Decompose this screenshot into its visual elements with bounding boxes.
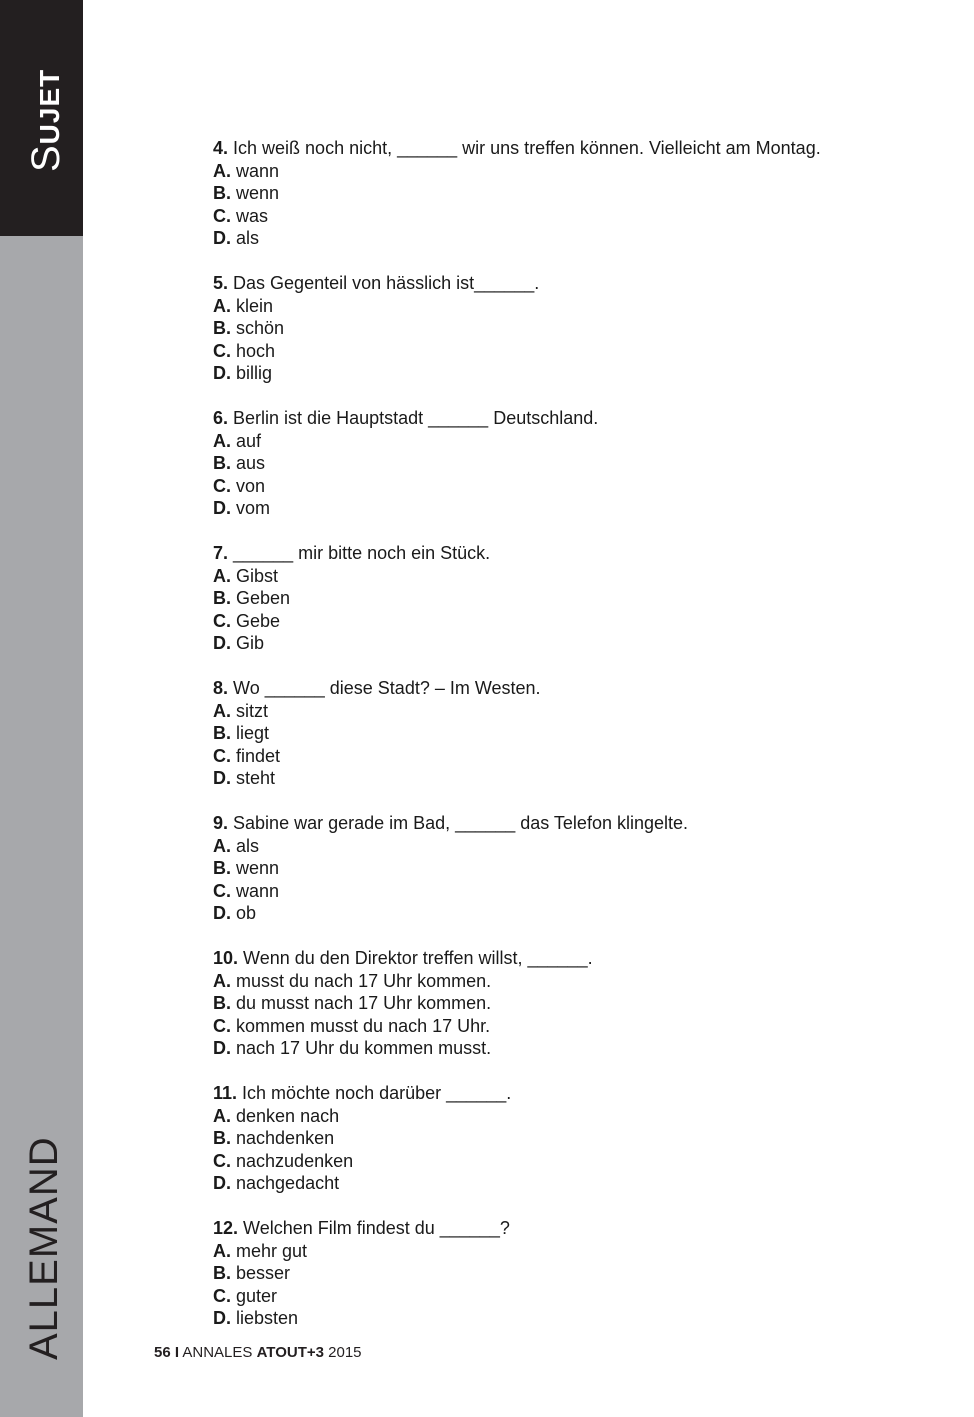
option-text: wann [236,880,280,901]
option-letter: D. [213,633,231,653]
option-text: wenn [236,183,280,203]
question-text: Ich möchte noch darüber ______. [242,1083,512,1103]
answer-option [213,475,933,498]
option-letter: D. [213,498,231,518]
answer-option [213,1105,933,1128]
option-text: nach 17 Uhr du kommen musst. [236,1038,492,1058]
option-letter: D. [213,228,231,248]
question-number: 12. [213,1218,239,1238]
option-text: mehr gut [236,1240,308,1261]
option-text: guter [236,1285,278,1306]
answer-option [213,1262,933,1285]
option-text: sitzt [236,700,269,721]
question-item [213,947,933,1060]
answer-option [213,1240,933,1263]
question-number: 10. [213,948,239,968]
question-text: Berlin ist die Hauptstadt ______ Deutschland. [233,408,599,428]
question-text: Das Gegenteil von hässlich ist______. [233,273,540,293]
option-letter: A. [213,565,231,586]
question-stem [213,947,933,970]
answer-option [213,857,933,880]
section-label-rest: UJET [34,68,65,145]
question-number: 9. [213,813,229,833]
question-text: Wo ______ diese Stadt? – Im Westen. [233,678,541,698]
option-text: klein [236,295,274,316]
option-letter: C. [213,1285,231,1306]
option-letter: D. [213,768,231,788]
option-text: hoch [236,340,276,361]
option-letter: C. [213,880,231,901]
question-item [213,812,933,925]
footer-separator: I [174,1344,180,1361]
option-letter: A. [213,970,231,991]
question-item [213,272,933,385]
question-item [213,137,933,250]
answer-option [213,205,933,228]
option-text: was [236,205,269,226]
footer-brand: ATOUT+3 [256,1344,324,1361]
option-text: von [236,475,266,496]
option-letter: C. [213,205,231,226]
option-text: besser [236,1263,291,1283]
answer-option [213,970,933,993]
option-text: nachdenken [236,1128,335,1148]
question-stem [213,1217,933,1240]
answer-option [213,452,933,475]
page-footer [154,1344,362,1362]
question-text: Sabine war gerade im Bad, ______ das Telefon klingelte. [233,813,689,833]
subject-label: ALLEMAND [22,1136,66,1360]
question-text: Ich weiß noch nicht, ______ wir uns treffen können. Vielleicht am Montag. [233,138,821,158]
question-number: 5. [213,273,229,293]
answer-option [213,992,933,1015]
option-letter: B. [213,1128,231,1148]
answer-option [213,317,933,340]
option-text: steht [236,768,276,788]
footer-annales: ANNALES [182,1344,253,1361]
option-text: findet [236,745,281,766]
option-letter: C. [213,1015,231,1036]
question-text: Wenn du den Direktor treffen willst, ______. [243,948,593,968]
option-letter: B. [213,993,231,1013]
option-letter: A. [213,430,231,451]
answer-option [213,587,933,610]
section-label-initial: S [24,144,68,172]
answer-option [213,700,933,723]
option-text: billig [236,363,273,383]
question-number: 11. [213,1083,238,1103]
option-letter: A. [213,1240,231,1261]
option-letter: B. [213,723,231,743]
option-letter: C. [213,340,231,361]
answer-option [213,880,933,903]
option-text: vom [236,498,271,518]
option-letter: B. [213,183,231,203]
question-stem [213,677,933,700]
question-item [213,407,933,520]
option-text: wann [236,160,280,181]
footer-year: 2015 [328,1344,362,1361]
section-label [24,69,69,172]
answer-option [213,227,933,250]
question-item [213,542,933,655]
option-text: als [236,835,260,856]
option-text: auf [236,430,262,451]
question-text: ______ mir bitte noch ein Stück. [233,543,491,563]
question-item [213,677,933,790]
answer-option [213,1172,933,1195]
answer-option [213,902,933,925]
answer-option [213,1127,933,1150]
answer-option [213,497,933,520]
answer-option [213,295,933,318]
question-number: 8. [213,678,229,698]
option-text: aus [236,453,266,473]
option-letter: C. [213,1150,231,1171]
answer-option [213,1285,933,1308]
page-number: 56 [154,1344,171,1361]
answer-option [213,1307,933,1330]
option-letter: C. [213,745,231,766]
option-text: nachzudenken [236,1150,354,1171]
answer-option [213,160,933,183]
option-letter: B. [213,1263,231,1283]
question-number: 6. [213,408,229,428]
option-letter: D. [213,1308,231,1328]
question-number: 7. [213,543,229,563]
question-stem [213,812,933,835]
answer-option [213,835,933,858]
option-text: schön [236,318,285,338]
option-letter: A. [213,1105,231,1126]
answer-option [213,1150,933,1173]
option-letter: B. [213,318,231,338]
option-text: liegt [236,723,270,743]
side-band [0,0,83,1417]
answer-option [213,362,933,385]
answer-option [213,722,933,745]
option-letter: B. [213,588,231,608]
option-letter: C. [213,475,231,496]
option-text: Gib [236,633,265,653]
question-stem [213,1082,933,1105]
option-letter: C. [213,610,231,631]
option-letter: A. [213,835,231,856]
option-text: nachgedacht [236,1173,340,1193]
question-text: Welchen Film findest du ______? [243,1218,510,1238]
answer-option [213,340,933,363]
option-letter: D. [213,1038,231,1058]
option-text: als [236,228,260,248]
question-number: 4. [213,138,229,158]
answer-option [213,632,933,655]
option-letter: D. [213,363,231,383]
option-letter: D. [213,1173,231,1193]
answer-option [213,565,933,588]
answer-option [213,1015,933,1038]
option-text: Gibst [236,565,279,586]
option-text: kommen musst du nach 17 Uhr. [236,1015,491,1036]
option-letter: B. [213,453,231,473]
answer-option [213,430,933,453]
answer-option [213,767,933,790]
question-stem [213,407,933,430]
option-text: ob [236,903,257,923]
option-text: denken nach [236,1105,340,1126]
question-item [213,1217,933,1330]
option-text: liebsten [236,1308,299,1328]
question-item [213,1082,933,1195]
option-letter: A. [213,160,231,181]
option-text: Gebe [236,610,281,631]
option-letter: D. [213,903,231,923]
option-letter: A. [213,700,231,721]
question-list [213,137,933,1352]
answer-option [213,1037,933,1060]
option-text: du musst nach 17 Uhr kommen. [236,993,492,1013]
option-letter: A. [213,295,231,316]
answer-option [213,745,933,768]
option-text: Geben [236,588,291,608]
option-text: wenn [236,858,280,878]
question-stem [213,542,933,565]
answer-option [213,182,933,205]
option-text: musst du nach 17 Uhr kommen. [236,970,492,991]
option-letter: B. [213,858,231,878]
answer-option [213,610,933,633]
question-stem [213,137,933,160]
question-stem [213,272,933,295]
